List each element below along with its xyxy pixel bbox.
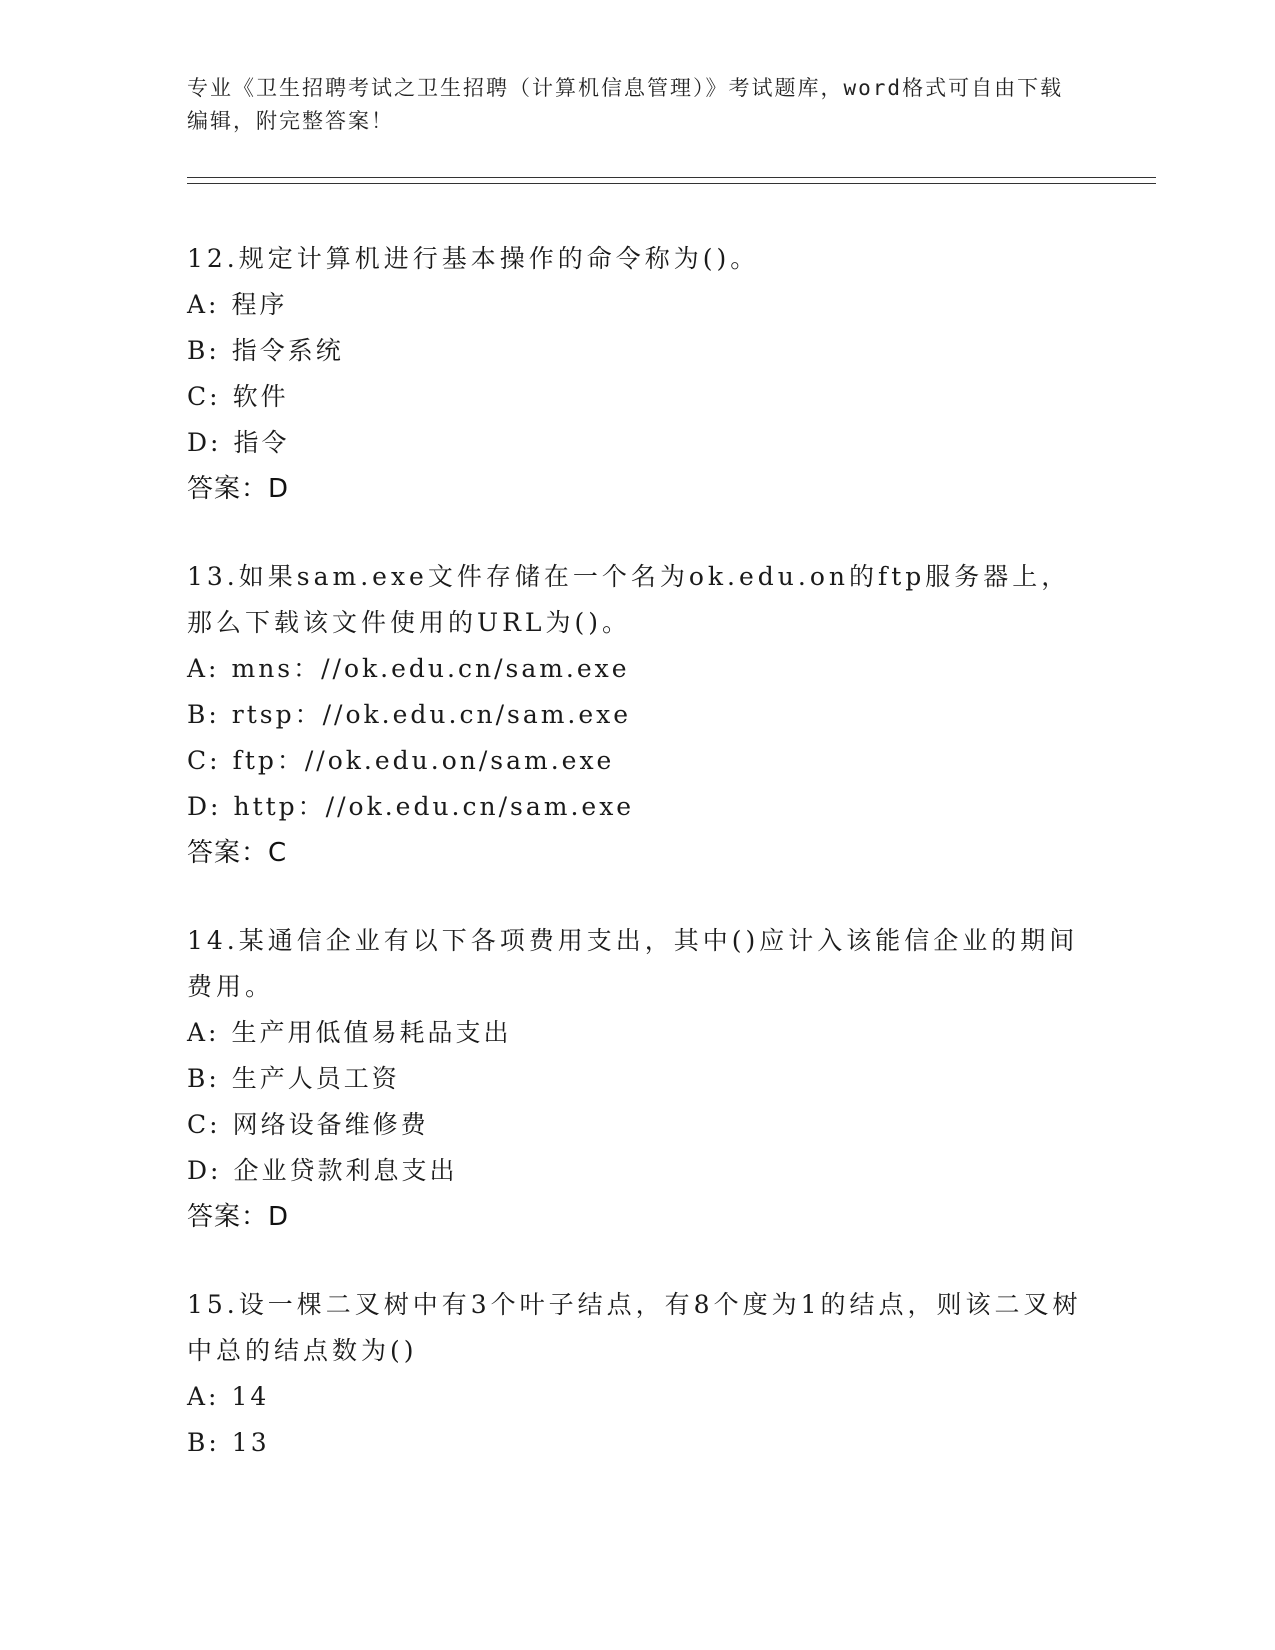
option-text: 指令 <box>233 428 290 457</box>
question-stem: 15.设一棵二叉树中有3个叶子结点，有8个度为1的结点，则该二叉树中总的结点数为() <box>187 1290 1082 1365</box>
option-c <box>187 374 1087 420</box>
question-stem: 13.如果sam.exe文件存储在一个名为ok.edu.on的ftp服务器上，那么下载该文件使用的URL为()。 <box>187 562 1071 637</box>
answer-line: 答案：C <box>187 838 288 868</box>
option-d <box>187 420 1087 466</box>
option-text: 14 <box>231 1382 270 1411</box>
option-key: A: <box>187 654 220 683</box>
answer-line: 答案：D <box>187 474 290 504</box>
option-d <box>187 784 1087 830</box>
option-text: 指令系统 <box>231 336 344 365</box>
option-text: 企业贷款利息支出 <box>233 1156 458 1185</box>
option-key: B: <box>187 1064 220 1093</box>
option-key: B: <box>187 336 220 365</box>
option-text: mns：//ok.edu.cn/sam.exe <box>231 654 630 683</box>
document-intro: 专业《卫生招聘考试之卫生招聘（计算机信息管理）》考试题库，word格式可自由下载编辑，附完整答案！ <box>187 76 1064 133</box>
option-key: B: <box>187 700 220 729</box>
option-b <box>187 1056 1087 1102</box>
question-13 <box>187 554 1087 876</box>
option-a <box>187 1010 1087 1056</box>
option-text: ftp：//ok.edu.on/sam.exe <box>232 746 615 775</box>
option-key: D: <box>187 1156 222 1185</box>
question-12 <box>187 236 1087 512</box>
option-text: http：//ok.edu.cn/sam.exe <box>233 792 635 821</box>
option-key: A: <box>187 1018 220 1047</box>
option-key: C: <box>187 1110 221 1139</box>
option-key: A: <box>187 290 220 319</box>
option-b <box>187 328 1087 374</box>
option-key: A: <box>187 1382 220 1411</box>
option-key: C: <box>187 746 221 775</box>
option-text: 生产用低值易耗品支出 <box>231 1018 512 1047</box>
option-c <box>187 738 1087 784</box>
option-a <box>187 1374 1087 1420</box>
question-list <box>187 236 1087 1508</box>
option-a <box>187 646 1087 692</box>
question-stem: 12.规定计算机进行基本操作的命令称为()。 <box>187 244 760 273</box>
answer-line: 答案：D <box>187 1202 290 1232</box>
question-14 <box>187 918 1087 1240</box>
option-text: 程序 <box>231 290 288 319</box>
question-15 <box>187 1282 1087 1466</box>
option-key: B: <box>187 1428 220 1457</box>
option-text: 软件 <box>232 382 289 411</box>
option-b <box>187 1420 1087 1466</box>
option-text: 13 <box>231 1428 270 1457</box>
option-text: rtsp：//ok.edu.cn/sam.exe <box>231 700 632 729</box>
question-stem: 14.某通信企业有以下各项费用支出，其中()应计入该能信企业的期间费用。 <box>187 926 1079 1001</box>
option-c <box>187 1102 1087 1148</box>
option-text: 网络设备维修费 <box>232 1110 429 1139</box>
option-a <box>187 282 1087 328</box>
option-b <box>187 692 1087 738</box>
option-key: C: <box>187 382 221 411</box>
option-d <box>187 1148 1087 1194</box>
header-divider-bottom <box>187 183 1156 184</box>
option-key: D: <box>187 792 222 821</box>
header-divider-top <box>187 177 1156 178</box>
option-text: 生产人员工资 <box>231 1064 400 1093</box>
option-key: D: <box>187 428 222 457</box>
